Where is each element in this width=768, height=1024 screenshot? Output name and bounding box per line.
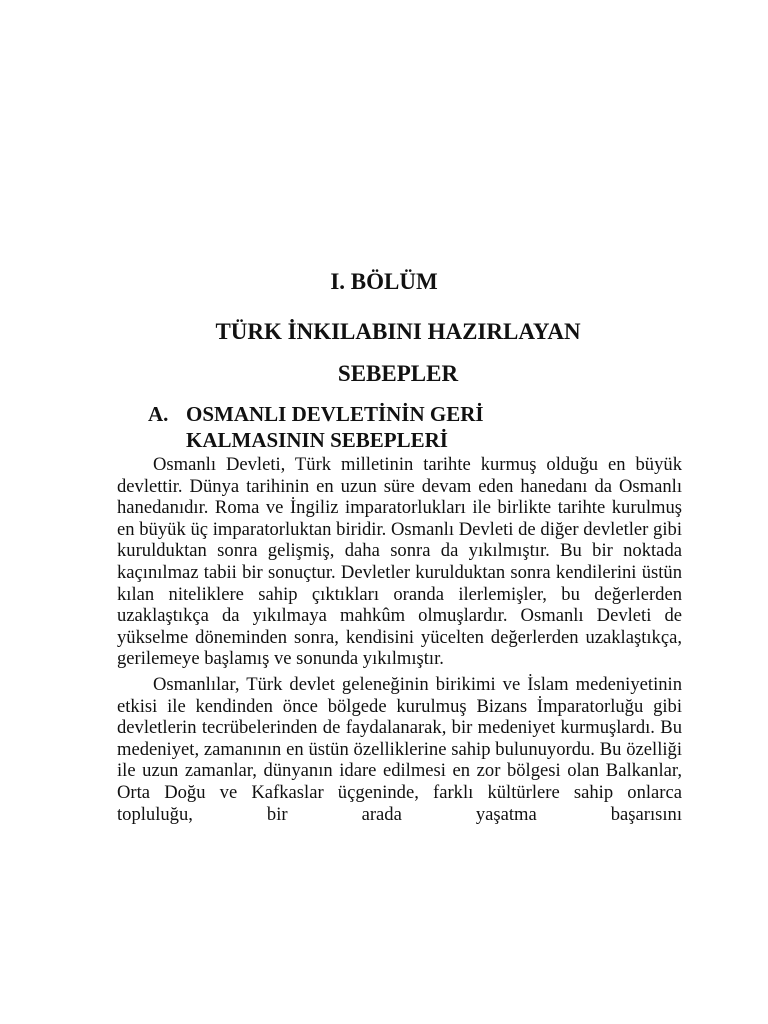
paragraph-2: Osmanlılar, Türk devlet geleneğinin birikimi ve İslam medeniyetinin etkisi ile kendinden önce bölgede kurulmuş Bizans İmparatorluğu gibi devletlerin tecrübelerinden de faydalanarak, bir medeniyet kurmuşlardı. Bu medeniyet, zamanının en üstün özelliklerine sahip bulunuyordu. Bu özelliği ile uzun zamanlar, dünyanın idare edilmesi en zor bölgesi olan Balkanlar, Orta Doğu ve Kafkaslar üçgeninde, farklı kültürlere sahip onlarca topluluğu, bir arada yaşatma başarısını [117, 673, 682, 825]
paragraph-1: Osmanlı Devleti, Türk milletinin tarihte kurmuş olduğu en büyük devlettir. Dünya tarihinin en uzun süre devam eden hanedanı da Osmanlı hanedanıdır. Roma ve İngiliz imparatorlukları ile birlikte tarihte kurulmuş en büyük üç imparatorluktan biridir. Osmanlı Devleti de diğer devletler gibi kurulduktan sonra gelişmiş, daha sonra da yıkılmıştır. Bu bir noktada kaçınılmaz tabii bir sonuçtur. Devletler kurulduktan sonra kendilerini üstün kılan niteliklere sahip çıktıkları oranda ilerlemişler, bu değerlerden uzaklaştıkça da yıkılmaya mahkûm olmuşlardır. Osmanlı Devleti de yükselme döneminden sonra, kendisini yücelten değerlerden uzaklaştıkça, gerilemeye başlamış ve sonunda yıkılmıştır. [117, 454, 682, 670]
chapter-label: I. BÖLÜM [330, 269, 438, 294]
section-title: OSMANLI DEVLETİNİN GERİ KALMASININ SEBEPLERİ [186, 402, 484, 452]
body-text [117, 454, 682, 829]
section-letter: A. [148, 402, 169, 426]
chapter-title-line-1: TÜRK İNKILABINI HAZIRLAYAN [215, 319, 581, 344]
chapter-title-line-2: SEBEPLER [337, 361, 459, 386]
section-heading [148, 401, 608, 453]
chapter-title [0, 311, 768, 395]
